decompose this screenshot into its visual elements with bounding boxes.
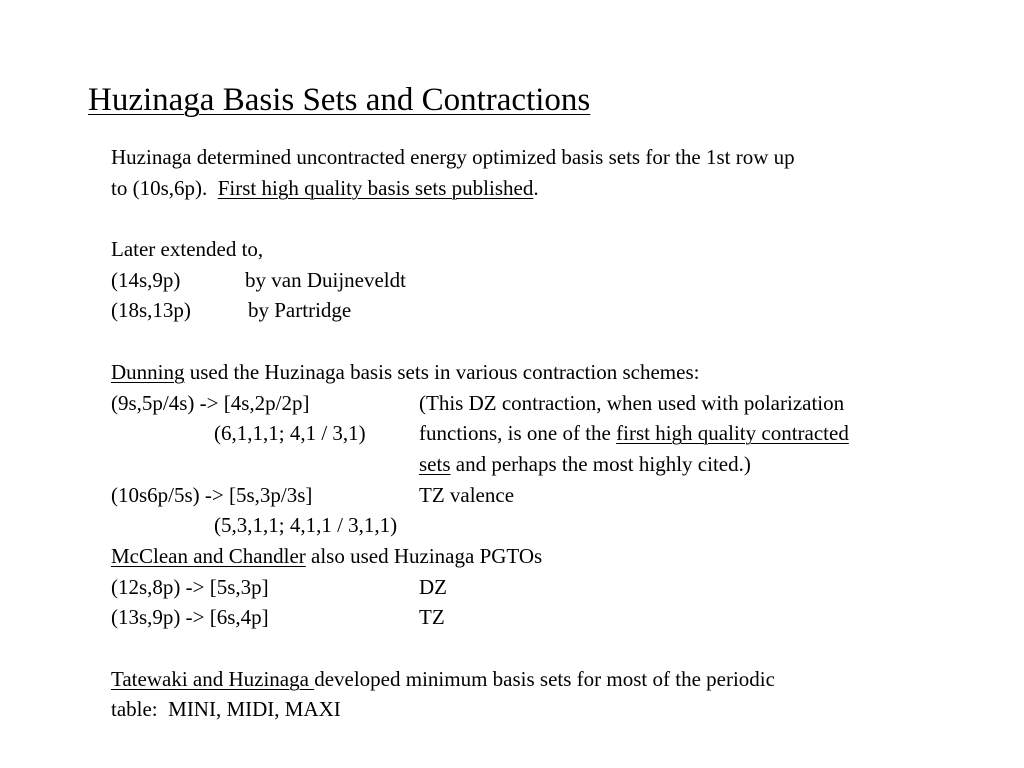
extended-item-author: by van Duijneveldt bbox=[245, 267, 406, 292]
extended-item bbox=[111, 295, 991, 326]
tatewaki-line-2 bbox=[111, 694, 991, 725]
dunning-dz-pattern-row bbox=[111, 418, 991, 449]
extended-item-set: (18s,13p) bbox=[111, 298, 191, 323]
dunning-dz-note-3-link: sets bbox=[419, 451, 451, 476]
mcclean-rest: also used Huzinaga PGTOs bbox=[305, 543, 543, 568]
mcclean-name: McClean and Chandler bbox=[111, 543, 306, 568]
mcclean-intro bbox=[111, 541, 991, 572]
dunning-tz-note: TZ valence bbox=[419, 482, 515, 507]
dunning-dz-note-2-link: first high quality contracted bbox=[616, 421, 849, 446]
dunning-dz-pattern: (6,1,1,1; 4,1 / 3,1) bbox=[214, 421, 366, 446]
extended-item bbox=[111, 265, 991, 296]
dunning-dz-note-2 bbox=[419, 418, 849, 449]
mcclean-scheme: (12s,8p) -> [5s,3p] bbox=[111, 574, 269, 599]
dunning-intro bbox=[111, 357, 991, 388]
dunning-intro-rest: used the Huzinaga basis sets in various contraction schemes: bbox=[184, 359, 700, 384]
tatewaki-line-1 bbox=[111, 664, 991, 695]
tatewaki-line-2-text: table: MINI, MIDI, MAXI bbox=[111, 697, 341, 722]
mcclean-label: DZ bbox=[419, 574, 447, 599]
intro-text-2-suffix: . bbox=[533, 175, 539, 200]
first-high-quality-link-text: First high quality basis sets published bbox=[217, 175, 534, 200]
dunning-tz-pattern-row bbox=[111, 510, 991, 541]
mcclean-row bbox=[111, 602, 991, 633]
dunning-dz-row bbox=[111, 388, 991, 419]
dunning-dz-note-1: (This DZ contraction, when used with polarization bbox=[419, 390, 845, 415]
dunning-dz-scheme: (9s,5p/4s) -> [4s,2p/2p] bbox=[111, 390, 310, 415]
extended-heading bbox=[111, 234, 991, 265]
dunning-tz-pattern: (5,3,1,1; 4,1,1 / 3,1,1) bbox=[214, 513, 398, 538]
intro-line-1 bbox=[111, 142, 991, 173]
dunning-dz-note-3-row bbox=[111, 449, 991, 480]
extended-item-set: (14s,9p) bbox=[111, 267, 181, 292]
dunning-tz-row bbox=[111, 480, 991, 511]
dunning-tz-scheme: (10s6p/5s) -> [5s,3p/3s] bbox=[111, 482, 313, 507]
blank-line bbox=[111, 633, 991, 664]
tatewaki-rest: developed minimum basis sets for most of the periodic bbox=[314, 666, 775, 691]
intro-text-1: Huzinaga determined uncontracted energy optimized basis sets for the 1st row up bbox=[111, 145, 795, 169]
slide-title: Huzinaga Basis Sets and Contractions bbox=[88, 82, 591, 118]
dunning-dz-note-2-prefix: functions, is one of the bbox=[419, 421, 617, 446]
mcclean-label: TZ bbox=[419, 605, 445, 630]
mcclean-row bbox=[111, 572, 991, 603]
tatewaki-name: Tatewaki and Huzinaga bbox=[111, 666, 315, 691]
extended-heading-text: Later extended to, bbox=[111, 237, 264, 262]
slide-body bbox=[111, 142, 991, 725]
dunning-dz-note-3-rest: and perhaps the most highly cited.) bbox=[450, 451, 751, 476]
blank-line bbox=[111, 326, 991, 357]
blank-line bbox=[111, 203, 991, 234]
dunning-dz-note-3 bbox=[419, 449, 751, 480]
intro-text-2-prefix: to (10s,6p). bbox=[111, 175, 218, 200]
intro-line-2 bbox=[111, 173, 991, 204]
extended-item-author: by Partridge bbox=[248, 298, 352, 323]
mcclean-scheme: (13s,9p) -> [6s,4p] bbox=[111, 605, 269, 630]
dunning-name: Dunning bbox=[111, 359, 185, 384]
